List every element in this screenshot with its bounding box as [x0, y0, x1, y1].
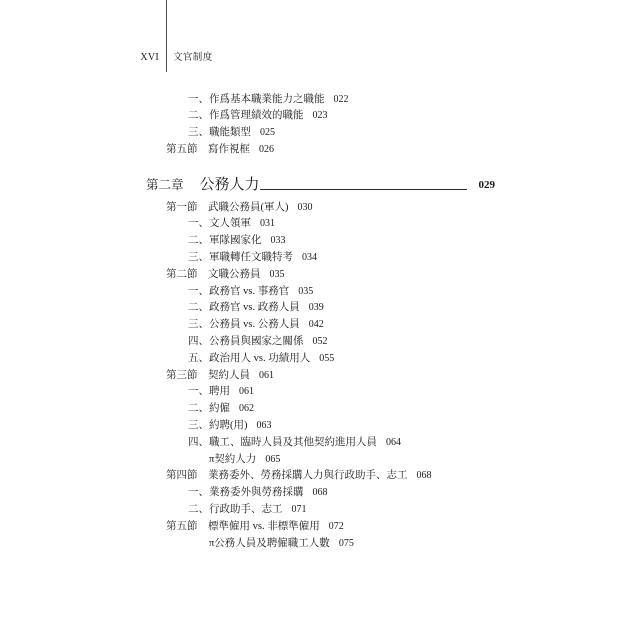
toc-entry-label: 二、軍隊國家化	[188, 235, 262, 247]
toc-entry-label: π公務人員及聘僱職工人數	[209, 537, 330, 549]
toc-section	[0, 519, 640, 536]
toc-entry	[0, 401, 640, 418]
toc-entry-page: 026	[259, 143, 274, 155]
toc-entry-label: 第五節 寫作視框	[166, 143, 250, 155]
toc-entry-page: 075	[338, 537, 354, 549]
toc-entry	[0, 250, 640, 267]
toc-entry-page: 052	[312, 335, 328, 347]
toc-subentry	[0, 536, 640, 553]
toc-entry-page: 031	[260, 218, 275, 230]
toc-entry-label: 三、職能類型	[188, 127, 251, 139]
toc-entry	[0, 300, 640, 317]
toc-entry-page: 062	[239, 403, 254, 415]
header-divider	[166, 0, 167, 72]
running-title: 文官制度	[173, 53, 213, 63]
toc-entry-label: 二、政務官 vs. 政務人員	[188, 302, 300, 314]
toc-entry	[0, 485, 640, 502]
toc-entry-page: 064	[386, 436, 401, 448]
toc-entry-label: 一、政務官 vs. 事務官	[188, 285, 290, 297]
toc-entry-label: 二、作爲管理績效的職能	[188, 110, 304, 122]
toc-entry-label: 四、公務員與國家之關係	[188, 335, 304, 347]
toc-entry-page: 063	[256, 419, 272, 431]
toc-entry-page: 061	[239, 386, 254, 398]
chapter-page: 029	[478, 179, 495, 191]
toc-section	[0, 468, 640, 485]
chapter-title: 公務人力	[199, 177, 260, 193]
toc-entry-page: 071	[291, 503, 307, 515]
toc-entry-page: 022	[333, 93, 349, 105]
toc-entry	[0, 502, 640, 519]
toc-entry	[0, 317, 640, 334]
page-folio: XVI	[140, 52, 159, 63]
toc-entry-label: 一、文人領軍	[188, 218, 251, 230]
toc-entry-label: 三、約聘(用)	[188, 419, 248, 431]
toc-list-after	[0, 200, 640, 553]
toc-entry-label: π契約人力	[209, 453, 257, 465]
toc-entry-label: 第一節 武職公務員(軍人)	[166, 201, 289, 213]
toc-entry-page: 042	[308, 319, 324, 331]
toc-entry-page: 033	[270, 235, 286, 247]
toc-entry-label: 五、政治用人 vs. 功績用人	[188, 352, 311, 364]
toc-entry-label: 一、作爲基本職業能力之職能	[188, 93, 325, 105]
toc-entry	[0, 125, 640, 142]
toc-entry-page: 061	[259, 369, 274, 381]
toc-entry-page: 072	[328, 520, 344, 532]
toc-entry-page: 065	[265, 453, 281, 465]
toc-entry-label: 第二節 文職公務員	[166, 268, 261, 280]
toc-entry-page: 068	[312, 487, 328, 499]
toc-entry-label: 三、軍職轉任文職特考	[188, 251, 293, 263]
toc-entry	[0, 418, 640, 435]
toc-list-before	[0, 92, 640, 159]
toc-entry	[0, 334, 640, 351]
toc-entry-page: 030	[297, 201, 313, 213]
toc-entry	[0, 108, 640, 125]
toc-entry-page: 035	[269, 268, 285, 280]
toc-entry	[0, 435, 640, 452]
toc-section	[0, 200, 640, 217]
toc-entry-page: 039	[308, 302, 324, 314]
toc-entry	[0, 384, 640, 401]
toc-entry-page: 023	[312, 110, 328, 122]
toc-entry-label: 第五節 標準僱用 vs. 非標準僱用	[166, 520, 320, 532]
toc-entry-label: 第四節 業務委外、勞務採購人力與行政助手、志工	[166, 470, 408, 482]
toc-entry-label: 一、聘用	[188, 386, 230, 398]
toc-entry	[0, 216, 640, 233]
toc-entry-page: 025	[260, 127, 275, 139]
toc-entry-page: 068	[416, 470, 432, 482]
toc-entry	[0, 351, 640, 368]
toc-entry-page: 034	[302, 251, 317, 263]
toc-entry	[0, 92, 640, 109]
toc-entry-label: 二、行政助手、志工	[188, 503, 283, 515]
chapter-leader-line	[260, 189, 467, 190]
toc-entry-label: 一、業務委外與勞務採購	[188, 487, 304, 499]
chapter-number: 第二章	[146, 178, 184, 192]
toc-entry-page: 035	[298, 285, 314, 297]
toc-section	[0, 267, 640, 284]
toc-entry-label: 三、公務員 vs. 公務人員	[188, 319, 300, 331]
toc-entry-label: 二、約僱	[188, 403, 230, 415]
toc-entry-page: 055	[319, 352, 335, 364]
toc-entry	[0, 284, 640, 301]
toc-section	[0, 142, 640, 159]
toc-entry-label: 第三節 契約人員	[166, 369, 250, 381]
chapter-heading	[146, 174, 495, 196]
toc-entry	[0, 233, 640, 250]
toc-subentry	[0, 452, 640, 469]
toc-entry-label: 四、職工、臨時人員及其他契約進用人員	[188, 436, 377, 448]
toc-section	[0, 368, 640, 385]
